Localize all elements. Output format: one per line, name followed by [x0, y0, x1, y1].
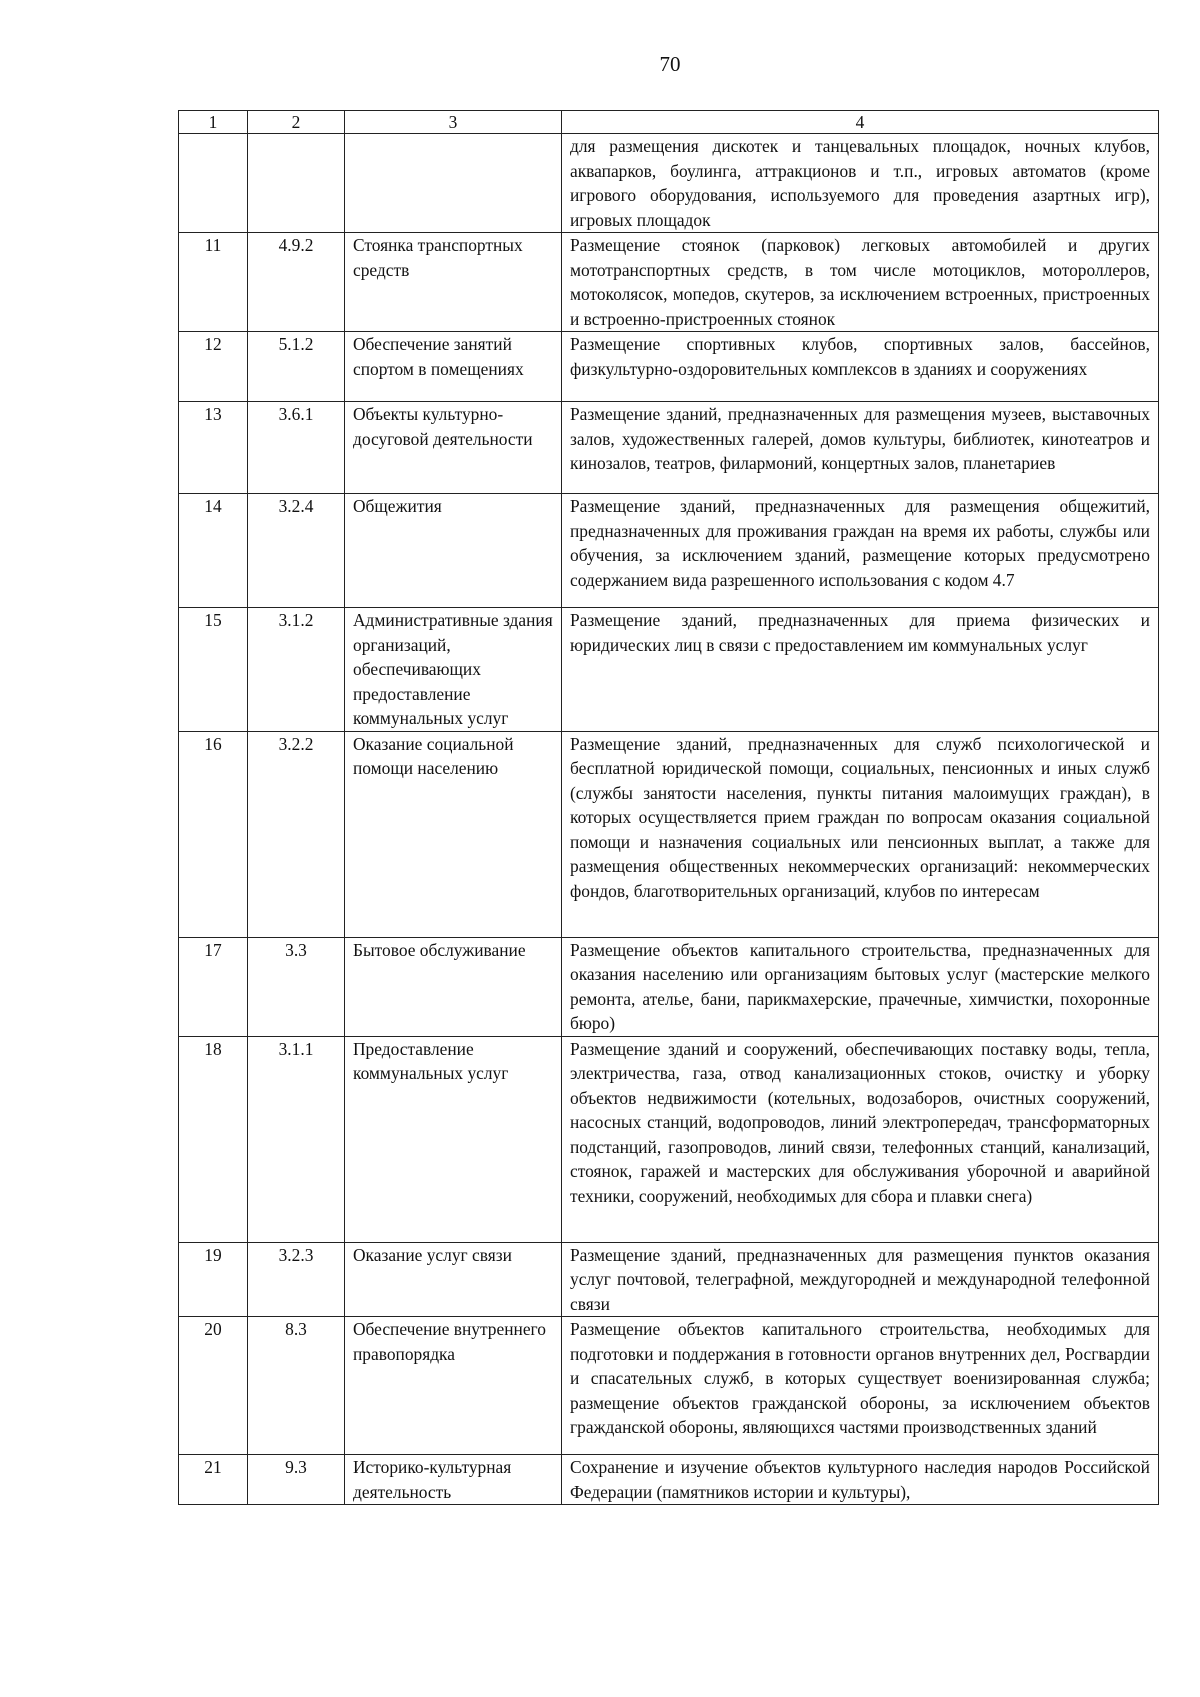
table-row — [179, 332, 1159, 402]
header-cell: 2 — [248, 111, 345, 134]
row-name-cell — [345, 134, 562, 233]
row-code-cell — [248, 134, 345, 233]
row-code-cell: 3.1.2 — [248, 608, 345, 732]
row-number-cell — [179, 134, 248, 233]
row-code-cell: 3.3 — [248, 937, 345, 1036]
page-number: 70 — [659, 52, 681, 76]
row-code-cell: 5.1.2 — [248, 332, 345, 402]
header-cell: 3 — [345, 111, 562, 134]
row-code-cell: 3.6.1 — [248, 402, 345, 494]
row-number-cell: 13 — [179, 402, 248, 494]
table-row — [179, 1036, 1159, 1242]
row-number-cell: 19 — [179, 1242, 248, 1317]
row-description-cell: для размещения дискотек и танцевальных площадок, ночных клубов, аквапарков, боулинга, аттракционов и т.п., игровых автоматов (кроме игрового оборудования, используемого для проведения азартных игр), игровых площадок — [562, 134, 1159, 233]
row-number-cell: 16 — [179, 731, 248, 937]
table-row — [179, 608, 1159, 732]
row-code-cell: 8.3 — [248, 1317, 345, 1455]
row-description-cell: Размещение объектов капитального строительства, предназначенных для оказания населению или организациям бытовых услуг (мастерские мелкого ремонта, ателье, бани, парикмахерские, прачечные, химчистки, похоронные бюро) — [562, 937, 1159, 1036]
row-name-cell: Общежития — [345, 494, 562, 608]
row-number-cell: 18 — [179, 1036, 248, 1242]
table-row — [179, 134, 1159, 233]
row-description-cell: Размещение зданий, предназначенных для служб психологической и бесплатной юридической помощи, социальных, пенсионных и иных служб (службы занятости населения, пункты питания малоимущих граждан), в которых осуществляется прием граждан по вопросам оказания социальной помощи и назначения социальных или пенсионных выплат, а также для размещения общественных некоммерческих организаций: некоммерческих фондов, благотворительных организаций, клубов по интересам — [562, 731, 1159, 937]
table-row — [179, 731, 1159, 937]
row-number-cell: 11 — [179, 233, 248, 332]
header-cell: 1 — [179, 111, 248, 134]
land-use-table — [178, 110, 1159, 1505]
row-code-cell: 3.2.4 — [248, 494, 345, 608]
row-description-cell: Размещение зданий, предназначенных для приема физических и юридических лиц в связи с предоставлением им коммунальных услуг — [562, 608, 1159, 732]
table-row — [179, 1242, 1159, 1317]
row-number-cell: 17 — [179, 937, 248, 1036]
row-code-cell: 3.2.2 — [248, 731, 345, 937]
table-row — [179, 1455, 1159, 1505]
table-row — [179, 937, 1159, 1036]
row-number-cell: 14 — [179, 494, 248, 608]
row-number-cell: 21 — [179, 1455, 248, 1505]
row-name-cell: Бытовое обслуживание — [345, 937, 562, 1036]
row-code-cell: 3.2.3 — [248, 1242, 345, 1317]
row-name-cell: Историко-культурная деятельность — [345, 1455, 562, 1505]
table-row — [179, 494, 1159, 608]
row-number-cell: 20 — [179, 1317, 248, 1455]
row-description-cell: Размещение спортивных клубов, спортивных залов, бассейнов, физкультурно-оздоровительных комплексов в зданиях и сооружениях — [562, 332, 1159, 402]
row-description-cell: Размещение зданий, предназначенных для размещения пунктов оказания услуг почтовой, телеграфной, междугородней и международной телефонной связи — [562, 1242, 1159, 1317]
row-code-cell: 3.1.1 — [248, 1036, 345, 1242]
row-description-cell: Размещение зданий и сооружений, обеспечивающих поставку воды, тепла, электричества, газа, отвод канализационных стоков, очистку и уборку объектов недвижимости (котельных, водозаборов, очистных сооружений, насосных станций, водопроводов, линий электропередач, трансформаторных подстанций, газопроводов, линий связи, телефонных станций, канализаций, стоянок, гаражей и мастерских для обслуживания уборочной и аварийной техники, сооружений, необходимых для сбора и плавки снега) — [562, 1036, 1159, 1242]
row-number-cell: 15 — [179, 608, 248, 732]
row-description-cell: Размещение зданий, предназначенных для размещения общежитий, предназначенных для проживания граждан на время их работы, службы или обучения, за исключением зданий, размещение которых предусмотрено содержанием вида разрешенного использования с кодом 4.7 — [562, 494, 1159, 608]
row-name-cell: Оказание социальной помощи населению — [345, 731, 562, 937]
row-description-cell: Размещение зданий, предназначенных для размещения музеев, выставочных залов, художественных галерей, домов культуры, библиотек, кинотеатров и кинозалов, театров, филармоний, концертных залов, планетариев — [562, 402, 1159, 494]
row-number-cell: 12 — [179, 332, 248, 402]
row-name-cell: Административные здания организаций, обеспечивающих предоставление коммунальных услуг — [345, 608, 562, 732]
table-row — [179, 1317, 1159, 1455]
row-code-cell: 4.9.2 — [248, 233, 345, 332]
row-name-cell: Объекты культурно-досуговой деятельности — [345, 402, 562, 494]
header-row — [179, 111, 1159, 134]
table-row — [179, 233, 1159, 332]
row-name-cell: Оказание услуг связи — [345, 1242, 562, 1317]
row-description-cell: Размещение объектов капитального строительства, необходимых для подготовки и поддержания в готовности органов внутренних дел, Росгвардии и спасательных служб, в которых существует военизированная служба; размещение объектов гражданской обороны, за исключением объектов гражданской обороны, являющихся частями производственных зданий — [562, 1317, 1159, 1455]
header-cell: 4 — [562, 111, 1159, 134]
table-row — [179, 402, 1159, 494]
row-description-cell: Размещение стоянок (парковок) легковых автомобилей и других мототранспортных средств, в том числе мотоциклов, мотороллеров, мотоколясок, мопедов, скутеров, за исключением встроенных, пристроенных и встроенно-пристроенных стоянок — [562, 233, 1159, 332]
row-name-cell: Обеспечение внутреннего правопорядка — [345, 1317, 562, 1455]
row-name-cell: Обеспечение занятий спортом в помещениях — [345, 332, 562, 402]
row-description-cell: Сохранение и изучение объектов культурного наследия народов Российской Федерации (памятников истории и культуры), — [562, 1455, 1159, 1505]
row-code-cell: 9.3 — [248, 1455, 345, 1505]
row-name-cell: Стоянка транспортных средств — [345, 233, 562, 332]
row-name-cell: Предоставление коммунальных услуг — [345, 1036, 562, 1242]
